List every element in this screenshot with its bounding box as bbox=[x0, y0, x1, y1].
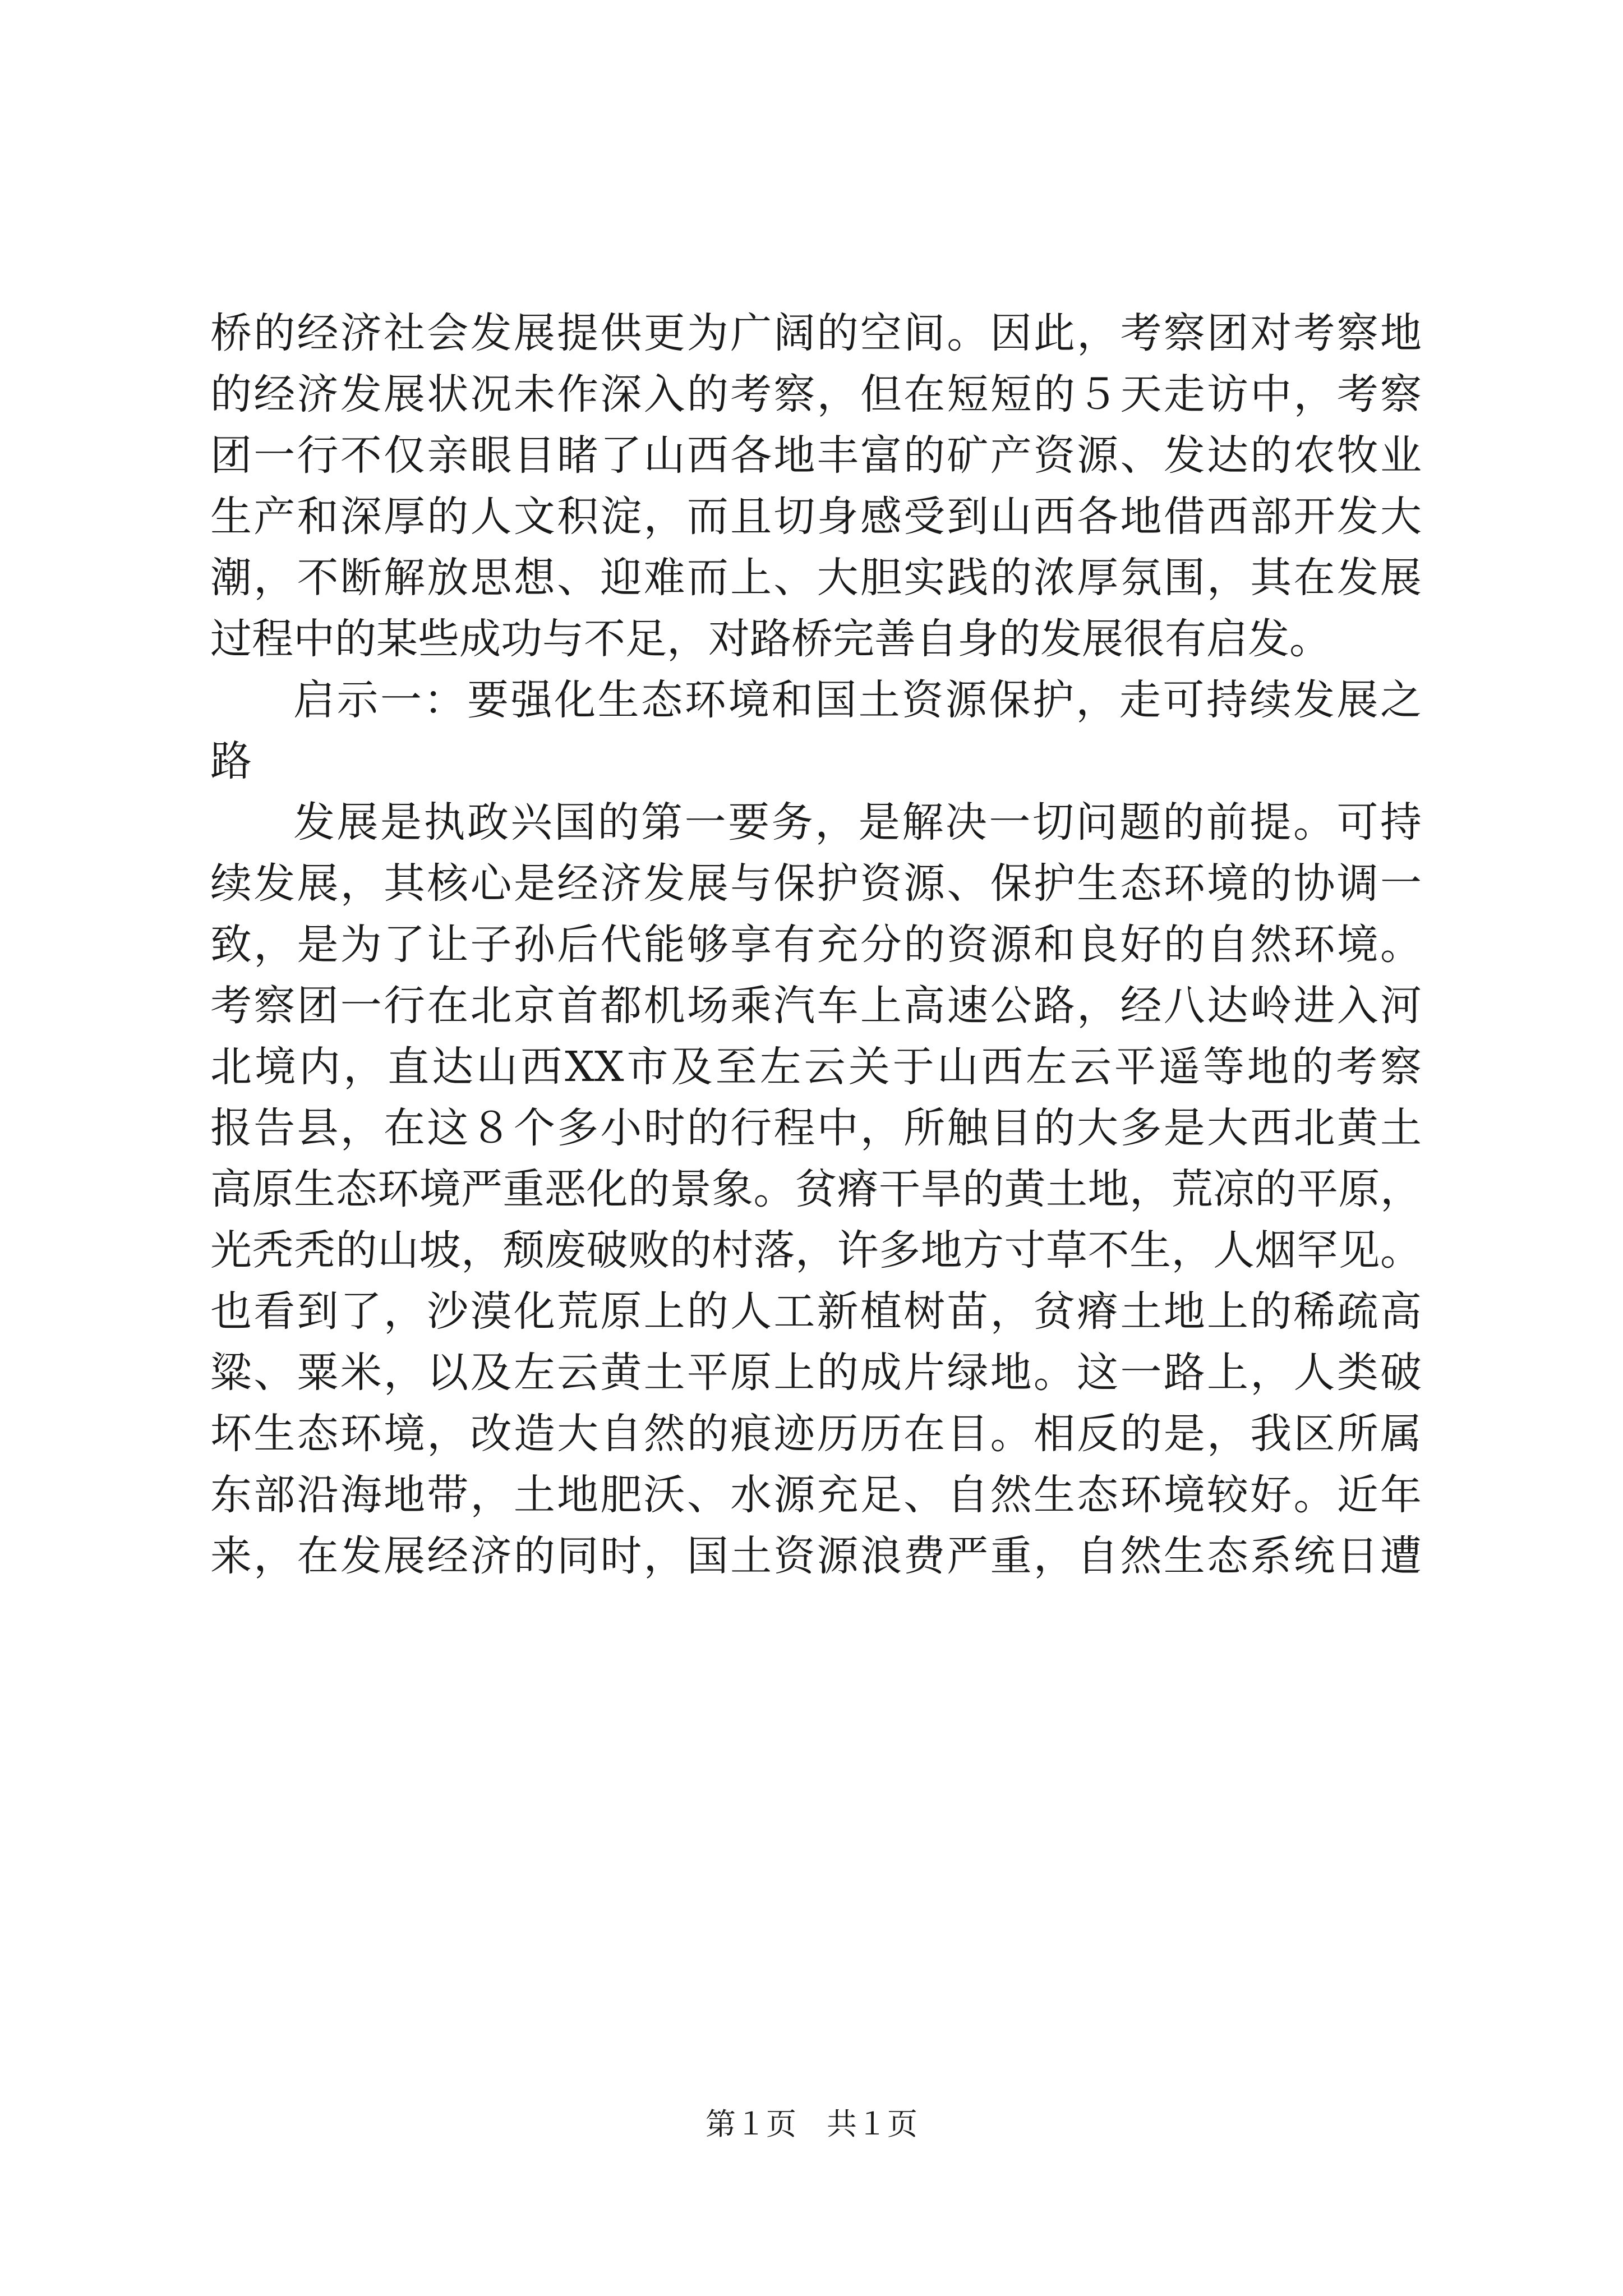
text-line: 潮，不断解放思想、迎难而上、大胆实践的浓厚氛围，其在发展 bbox=[210, 554, 1422, 602]
text-line: 北境内，直达山西XX市及至左云关于山西左云平遥等地的考察 bbox=[210, 1043, 1422, 1091]
text-line: 光秃秃的山坡，颓废破败的村落，许多地方寸草不生，人烟罕见。 bbox=[210, 1226, 1422, 1274]
text-line: 也看到了，沙漠化荒原上的人工新植树苗，贫瘠土地上的稀疏高 bbox=[210, 1287, 1422, 1336]
text-line: 粱、粟米，以及左云黄土平原上的成片绿地。这一路上，人类破 bbox=[210, 1349, 1422, 1397]
text-line: 考察团一行在北京首都机场乘汽车上高速公路，经八达岭进入河 bbox=[210, 982, 1422, 1030]
text-line: 高原生态环境严重恶化的景象。贫瘠干旱的黄土地，荒凉的平原， bbox=[210, 1165, 1422, 1213]
text-line: 来，在发展经济的同时，国土资源浪费严重，自然生态系统日遭 bbox=[210, 1532, 1422, 1580]
text-line: 桥的经济社会发展提供更为广阔的空间。因此，考察团对考察地 bbox=[210, 309, 1422, 357]
section-heading-line: 路 bbox=[210, 737, 252, 785]
text-line: 团一行不仅亲眼目睹了山西各地丰富的矿产资源、发达的农牧业 bbox=[210, 431, 1422, 480]
text-line: 过程中的某些成功与不足，对路桥完善自身的发展很有启发。 bbox=[210, 615, 1331, 663]
text-line: 续发展，其核心是经济发展与保护资源、保护生态环境的协调一 bbox=[210, 859, 1422, 908]
text-line: 坏生态环境，改造大自然的痕迹历历在目。相反的是，我区所属 bbox=[210, 1410, 1422, 1458]
text-line: 的经济发展状况未作深入的考察，但在短短的５天走访中，考察 bbox=[210, 370, 1422, 418]
section-heading-line: 启示一：要强化生态环境和国土资源保护，走可持续发展之 bbox=[293, 676, 1422, 724]
page-footer: 第１页 共１页 bbox=[706, 2106, 917, 2142]
text-line: 东部沿海地带，土地肥沃、水源充足、自然生态环境较好。近年 bbox=[210, 1471, 1422, 1519]
document-body bbox=[210, 303, 1422, 1587]
text-line: 发展是执政兴国的第一要务，是解决一切问题的前提。可持 bbox=[293, 798, 1422, 846]
text-line: 报告县，在这８个多小时的行程中，所触目的大多是大西北黄土 bbox=[210, 1104, 1422, 1152]
text-line: 致，是为了让子孙后代能够享有充分的资源和良好的自然环境。 bbox=[210, 921, 1422, 969]
text-line: 生产和深厚的人文积淀，而且切身感受到山西各地借西部开发大 bbox=[210, 493, 1422, 541]
